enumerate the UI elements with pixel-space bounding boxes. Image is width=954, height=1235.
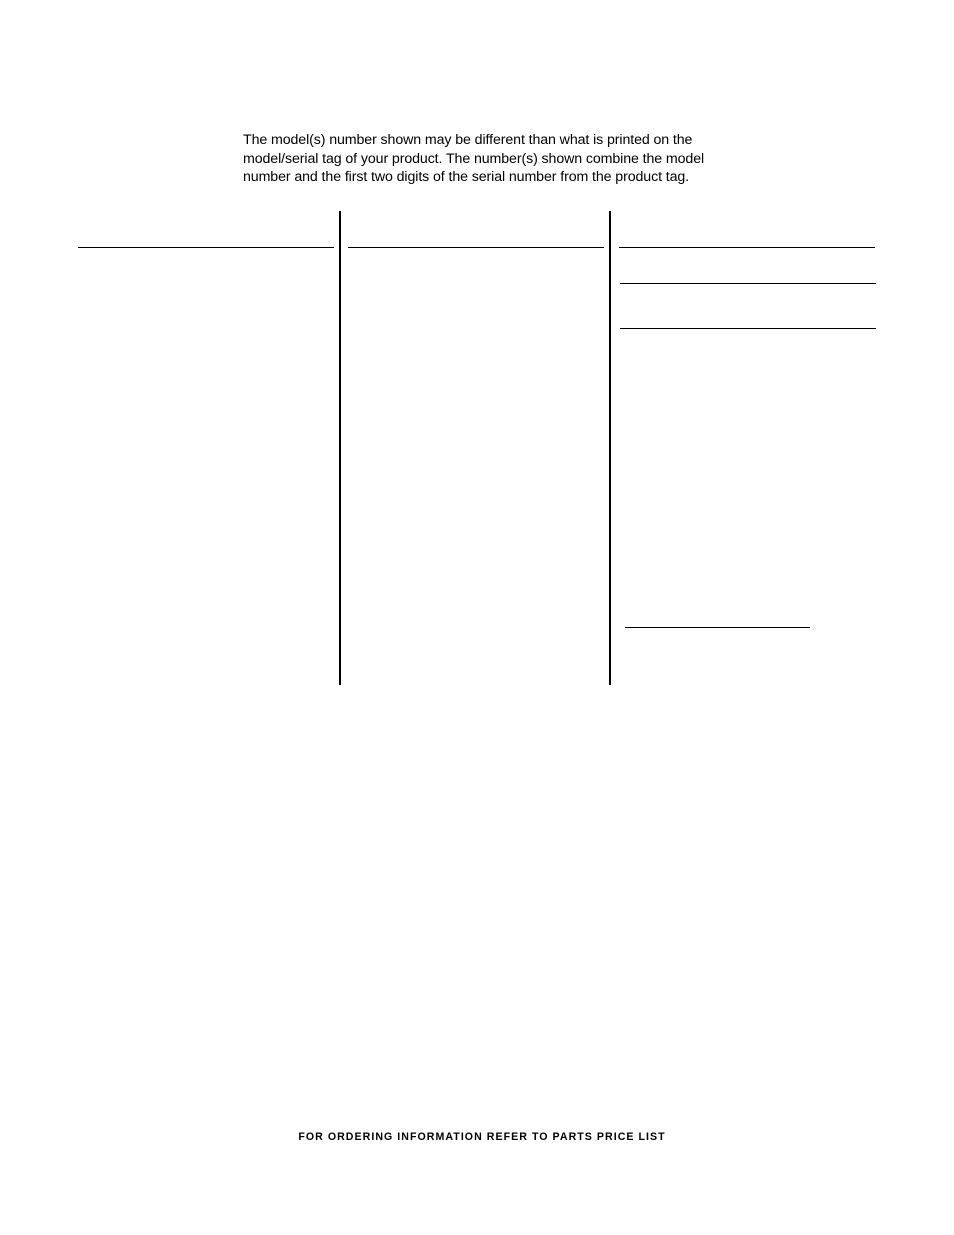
- model-number-notice: [243, 131, 743, 187]
- ordering-information-footer: FOR ORDERING INFORMATION REFER TO PARTS PRICE LIST: [298, 1131, 666, 1143]
- column-1-header-rule: [78, 247, 334, 248]
- column-3-rule-2: [620, 283, 876, 284]
- column-3-rule-3: [620, 328, 876, 329]
- notice-line-2: model/serial tag of your product. The number(s) shown combine the model: [243, 150, 705, 167]
- notice-line-3: number and the first two digits of the serial number from the product tag.: [243, 169, 690, 185]
- column-divider-left: [339, 211, 341, 685]
- column-3-header-rule: [619, 247, 875, 248]
- column-3-short-rule: [625, 627, 810, 628]
- notice-line-1: The model(s) number shown may be different than what is printed on the: [243, 132, 693, 148]
- column-2-header-rule: [348, 247, 604, 248]
- column-divider-right: [609, 211, 611, 685]
